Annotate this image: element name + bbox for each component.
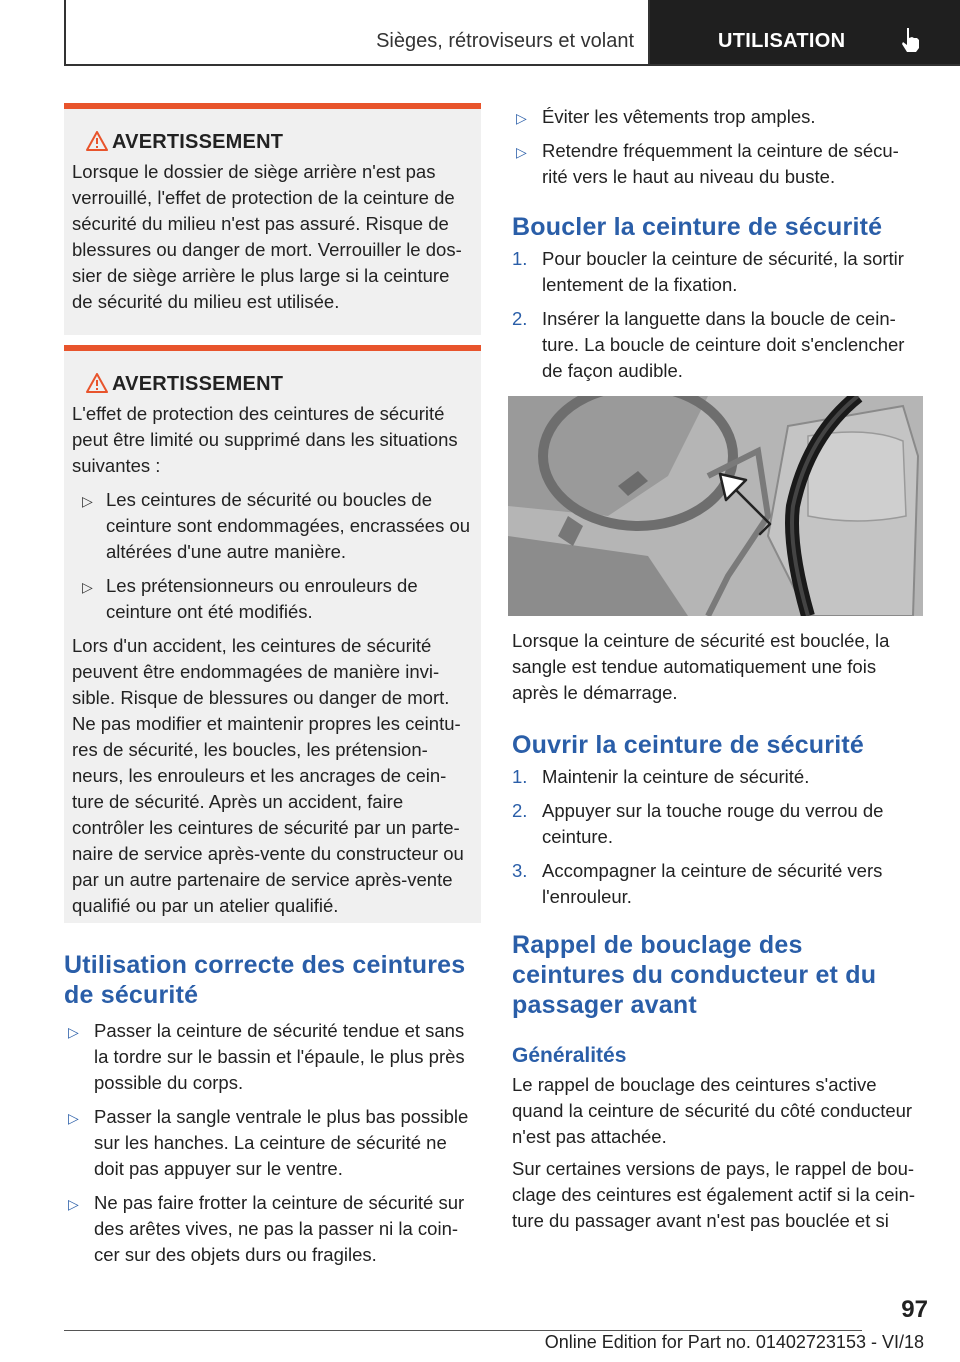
paragraph: Sur certaines versions de pays, le rappel de bou-clage des ceintures est également actif si la cein-ture du passager avant n'est pas bouclée et si: [512, 1158, 916, 1231]
warning-text: Lors d'un accident, les ceintures de sécurité peuvent être endommagées de manière invi-sible. Risque de blessures ou danger de mort. Ne pas modifier et maintenir propres les ceintu-res de sécurité, les boucles, les prétension-neurs, les enrouleurs et les ancrages de cein-ture de sécurité. Après un accident, faire contrôler les ceintures de sécurité par un parte-naire de service après-vente du constructeur ou par un autre partenaire de service après-vente qualifié ou par un atelier qualifié.: [72, 635, 464, 916]
open-section: [512, 730, 924, 910]
triangle-bullet-icon: ▷: [82, 493, 93, 509]
reminder-section: [512, 930, 924, 1234]
triangle-bullet-icon: ▷: [68, 1110, 79, 1126]
warning-bullet-list: [72, 487, 473, 625]
buckle-steps: [512, 246, 924, 384]
warning-triangle-icon: [86, 131, 108, 151]
section-heading: Ouvrir la ceinture de sécurité: [512, 731, 864, 759]
subsection-heading: Généralités: [512, 1044, 627, 1067]
list-item: ▷ Retendre fréquemment la ceinture de sécu-rité vers le haut au niveau du buste.: [516, 140, 899, 187]
section-heading: Boucler la ceinture de sécurité: [512, 213, 883, 241]
warning-title-text: AVERTISSEMENT: [112, 373, 284, 395]
header-chapter-tab: [650, 0, 960, 64]
warning-text: Lorsque le dossier de siège arrière n'est pas verrouillé, l'effet de protection de la ceinture de sécurité du milieu n'est pas assuré. Risque de blessures ou danger de mort. Verrouiller le dos-sier de siège arrière le plus large si la ceinture de sécurité du milieu est utilisée.: [72, 161, 462, 312]
warning-title: [72, 371, 473, 397]
header-rule: [64, 64, 960, 66]
header-section-title: Sièges, rétroviseurs et volant: [376, 30, 634, 52]
triangle-bullet-icon: ▷: [82, 579, 93, 595]
warning-intro: L'effet de protection des ceintures de sécurité peut être limité ou supprimé dans les situations suivantes :: [72, 403, 458, 476]
usage-bullet-list: [64, 1018, 481, 1268]
buckle-section: [512, 212, 924, 384]
usage-continuation: [512, 96, 924, 190]
section-heading: Rappel de bouclage des ceintures du conducteur et du passager avant: [512, 931, 877, 1019]
section-heading: Utilisation correcte des ceintures de sécurité: [64, 951, 466, 1009]
page-number: 97: [901, 1296, 928, 1323]
seatbelt-illustration: [508, 396, 923, 616]
paragraph: Le rappel de bouclage des ceintures s'active quand la ceinture de sécurité du côté conducteur n'est pas attachée.: [512, 1074, 913, 1147]
warning-box-1: [64, 103, 481, 335]
triangle-bullet-icon: ▷: [516, 110, 527, 126]
list-item: ▷ Éviter les vêtements trop amples.: [512, 104, 924, 130]
list-item: ▷ Ne pas faire frotter la ceinture de sécurité sur des arêtes vives, ne pas la passer ni la coin-cer sur des objets durs ou fragiles.: [68, 1192, 465, 1265]
warning-triangle-icon: [86, 373, 108, 393]
triangle-bullet-icon: ▷: [68, 1024, 79, 1040]
footer-edition-text: Online Edition for Part no. 01402723153 - VI/18: [544, 1332, 924, 1352]
header-chapter-label: UTILISATION: [718, 30, 846, 52]
step-item: 3. Accompagner la ceinture de sécurité vers l'enrouleur.: [512, 860, 883, 907]
usage-bullet-list-continued: [512, 104, 924, 190]
warning-box-2: [64, 345, 481, 923]
footer-rule: [64, 1330, 862, 1331]
warning-title-text: AVERTISSEMENT: [112, 131, 284, 153]
buckle-after-text: Lorsque la ceinture de sécurité est bouclée, la sangle est tendue automatiquement une fois après le démarrage.: [512, 630, 890, 703]
list-item: ▷ Passer la sangle ventrale le plus bas possible sur les hanches. La ceinture de sécurité ne doit pas appuyer sur le ventre.: [68, 1106, 469, 1179]
list-item: ▷ Les ceintures de sécurité ou boucles de ceinture sont endommagées, encrassées ou altérées d'une autre manière.: [82, 489, 471, 562]
usage-section: [64, 950, 481, 1268]
step-item: 2. Appuyer sur la touche rouge du verrou de ceinture.: [512, 800, 884, 847]
step-item: 2. Insérer la languette dans la boucle de cein-ture. La boucle de ceinture doit s'enclencher de façon audible.: [512, 308, 905, 381]
list-item: ▷ Les prétensionneurs ou enrouleurs de ceinture ont été modifiés.: [82, 575, 418, 622]
warning-title: [72, 129, 473, 155]
triangle-bullet-icon: ▷: [68, 1196, 79, 1212]
list-item: ▷ Passer la ceinture de sécurité tendue et sans la tordre sur le bassin et l'épaule, le plus près possible du corps.: [68, 1020, 465, 1093]
page-header: [0, 0, 960, 66]
hand-pointer-icon: [898, 26, 922, 54]
step-item: 1. Maintenir la ceinture de sécurité.: [512, 766, 810, 787]
triangle-bullet-icon: ▷: [516, 144, 527, 160]
step-item: 1. Pour boucler la ceinture de sécurité, la sortir lentement de la fixation.: [512, 248, 904, 295]
open-steps: [512, 764, 924, 910]
seatbelt-image: [508, 396, 923, 616]
